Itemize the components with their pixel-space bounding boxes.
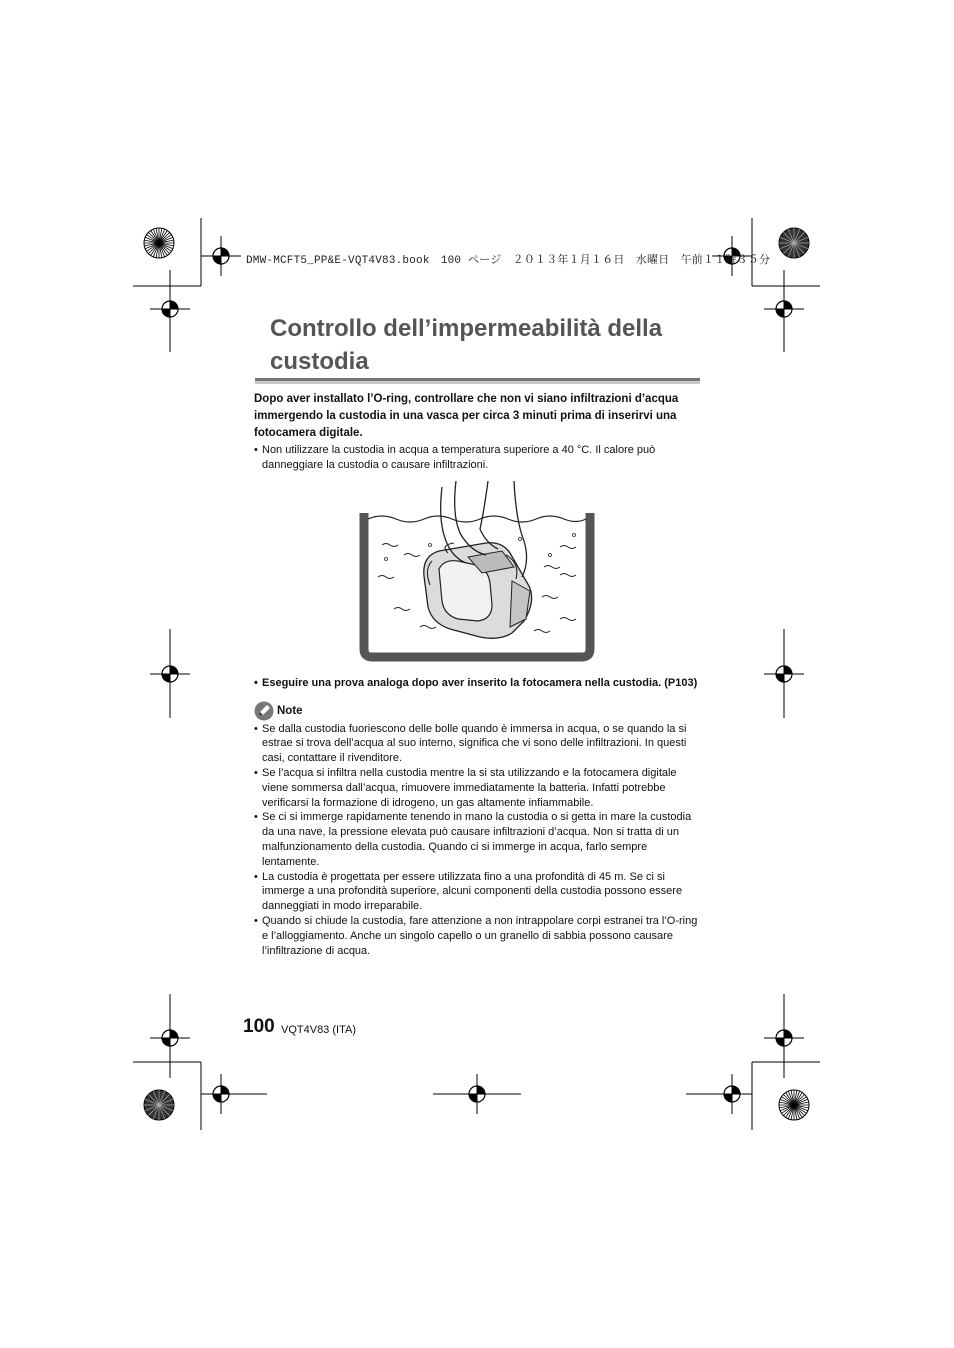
tank-immersion-illustration	[254, 481, 700, 671]
bullet-glyph: •	[254, 870, 258, 883]
list-item	[254, 722, 700, 766]
bullet-glyph: •	[254, 676, 258, 689]
list-item	[254, 870, 700, 914]
note-label: Note	[277, 704, 303, 717]
page-number: 100	[243, 1016, 275, 1037]
note-text: Se l’acqua si infiltra nella custodia mentre la si sta utilizzando e la fotocamera digitale viene sommersa dall’acqua, rimuovere immediatamente la batteria. Infatti potrebbe verificarsi la formazione di idrogeno, un gas altamente infiammabile.	[262, 766, 677, 809]
followup-text: Eseguire una prova analoga dopo aver inserito la fotocamera nella custodia. (P103)	[262, 676, 698, 689]
bullet-glyph: •	[254, 722, 258, 735]
note-text: Quando si chiude la custodia, fare attenzione a non intrappolare corpi estranei tra l’O-ring e l’alloggiamento. Anche un singolo capello o un granello di sabbia possono causare l’infiltrazione di acqua.	[262, 914, 698, 957]
followup-list	[254, 676, 700, 691]
bullet-glyph: •	[254, 811, 258, 824]
note-pencil-icon	[254, 701, 274, 721]
print-job-header: DMW-MCFT5_PP&E-VQT4V83.book 100 ページ ２０１３年１月１６日 水曜日 午前１１時３５分	[246, 255, 771, 267]
bullet-glyph: •	[254, 444, 258, 456]
title-rule-shadow	[255, 381, 700, 384]
bullet-glyph: •	[254, 914, 258, 927]
note-header	[254, 701, 700, 721]
list-item	[254, 810, 700, 869]
list-item	[254, 766, 700, 810]
notes-list	[254, 722, 700, 959]
list-item	[254, 676, 700, 691]
bullet-glyph: •	[254, 766, 258, 779]
warning-text: Non utilizzare la custodia in acqua a temperatura superiore a 40 °C. Il calore può danneggiare la custodia o causare infiltrazioni.	[262, 444, 656, 471]
list-item	[254, 914, 700, 958]
note-text: Se dalla custodia fuoriescono delle bolle quando è immersa in acqua, o se quando la si estrae si trova dell’acqua al suo interno, significa che vi sono delle infiltrazioni. In questi casi, contattare il rivenditore.	[262, 722, 687, 765]
main-content	[254, 391, 700, 958]
page-title: Controllo dell’impermeabilità della custodia	[270, 315, 663, 375]
list-item	[254, 443, 700, 473]
page-code: VQT4V83 (ITA)	[281, 1024, 356, 1036]
note-text: Se ci si immerge rapidamente tenendo in mano la custodia o si getta in mare la custodia da una nave, la pressione elevata può causare infiltrazioni d’acqua. Non si tratta di un malfunzionamento della custodia. Quando ci si immerge in acqua, farlo sempre lentamente.	[262, 811, 692, 868]
intro-paragraph: Dopo aver installato l’O-ring, controllare che non vi siano infiltrazioni d’acqua immergendo la custodia in una vasca per circa 3 minuti prima di inserirvi una fotocamera digitale.	[254, 393, 679, 439]
note-text: La custodia è progettata per essere utilizzata fino a una profondità di 45 m. Se ci si immerge a una profondità superiore, alcuni componenti della custodia possono essere danneggiati in modo irreparabile.	[262, 870, 683, 913]
warning-list	[254, 443, 700, 473]
